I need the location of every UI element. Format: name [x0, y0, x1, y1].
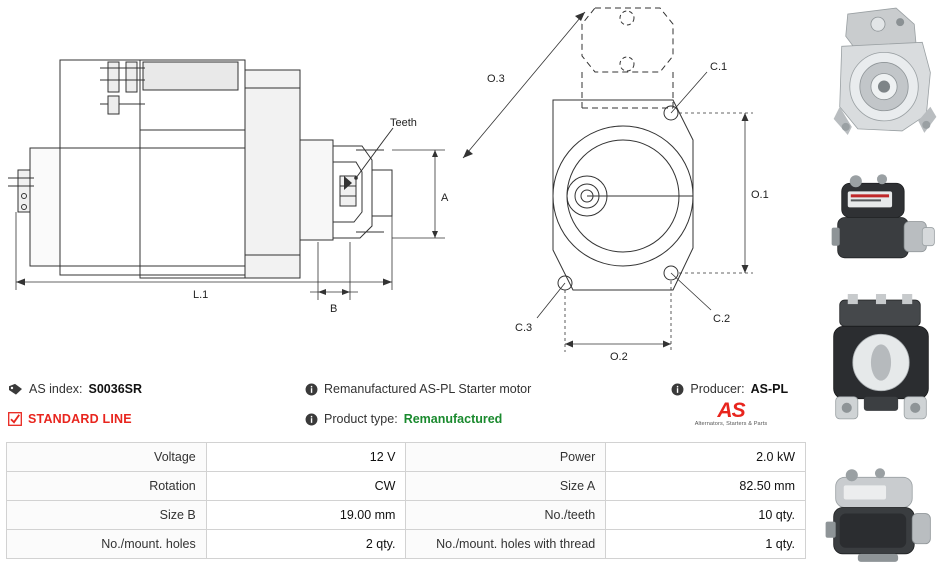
starter-photo-3[interactable]	[817, 292, 945, 433]
dim-b-label: B	[330, 303, 338, 315]
spec-value: CW	[206, 472, 406, 501]
starter-photo-2[interactable]	[817, 147, 945, 288]
dim-c3-label: C.3	[515, 322, 533, 334]
spec-key: No./mount. holes with thread	[406, 530, 606, 559]
starter-photo-1-image	[817, 2, 945, 143]
info-icon	[305, 383, 318, 396]
spec-key: No./teeth	[406, 501, 606, 530]
dim-o1-label: O.1	[751, 189, 769, 201]
spec-key: Voltage	[7, 443, 207, 472]
product-type-value: Remanufactured	[403, 412, 503, 426]
dim-a-label: A	[441, 192, 449, 204]
product-type-cell	[305, 412, 671, 426]
producer-value: AS-PL	[750, 382, 789, 396]
spec-value: 10 qty.	[606, 501, 806, 530]
producer-cell	[671, 382, 810, 396]
table-row	[7, 472, 806, 501]
dim-o3-label: O.3	[487, 73, 505, 85]
standard-line-label: STANDARD LINE	[28, 412, 132, 426]
specification-table	[6, 442, 806, 559]
info-icon	[671, 383, 684, 396]
spec-value: 2 qty.	[206, 530, 406, 559]
table-row	[7, 443, 806, 472]
dim-o2-label: O.2	[610, 351, 628, 363]
table-row	[7, 530, 806, 559]
spec-key: Size B	[7, 501, 207, 530]
aspl-logo-mark: AS	[717, 399, 745, 422]
spec-key: Size A	[406, 472, 606, 501]
spec-key: Power	[406, 443, 606, 472]
table-row	[7, 501, 806, 530]
starter-photo-2-image	[817, 147, 945, 288]
dim-c2-label: C.2	[713, 313, 731, 325]
front-view-drawing	[455, 0, 810, 366]
info-icon	[305, 413, 318, 426]
product-type-label: Product type:	[324, 412, 398, 426]
as-index-cell	[8, 382, 305, 396]
dim-l1-label: L.1	[193, 289, 209, 301]
spec-key: Rotation	[7, 472, 207, 501]
spec-value: 12 V	[206, 443, 406, 472]
product-description: Remanufactured AS-PL Starter motor	[324, 382, 532, 396]
aspl-logo	[676, 400, 786, 428]
aspl-logo-subtitle: Alternators, Starters & Parts	[694, 421, 768, 427]
starter-photo-4[interactable]	[817, 437, 945, 578]
as-index-value: S0036SR	[88, 382, 143, 396]
check-icon	[8, 412, 22, 426]
spec-value: 82.50 mm	[606, 472, 806, 501]
side-view-drawing	[0, 0, 455, 366]
starter-photo-4-image	[817, 437, 945, 578]
starter-photo-1[interactable]	[817, 2, 945, 143]
spec-value: 1 qty.	[606, 530, 806, 559]
dim-c1-label: C.1	[710, 61, 728, 73]
spec-value: 19.00 mm	[206, 501, 406, 530]
description-cell	[305, 382, 671, 396]
product-photo-gallery	[817, 0, 947, 580]
spec-key: No./mount. holes	[7, 530, 207, 559]
spec-value: 2.0 kW	[606, 443, 806, 472]
teeth-callout-label: Teeth	[390, 117, 417, 129]
starter-photo-3-image	[817, 292, 945, 433]
tag-icon	[8, 383, 23, 396]
producer-label: Producer:	[690, 382, 745, 396]
as-index-label: AS index:	[29, 382, 83, 396]
standard-line-cell	[8, 412, 305, 426]
